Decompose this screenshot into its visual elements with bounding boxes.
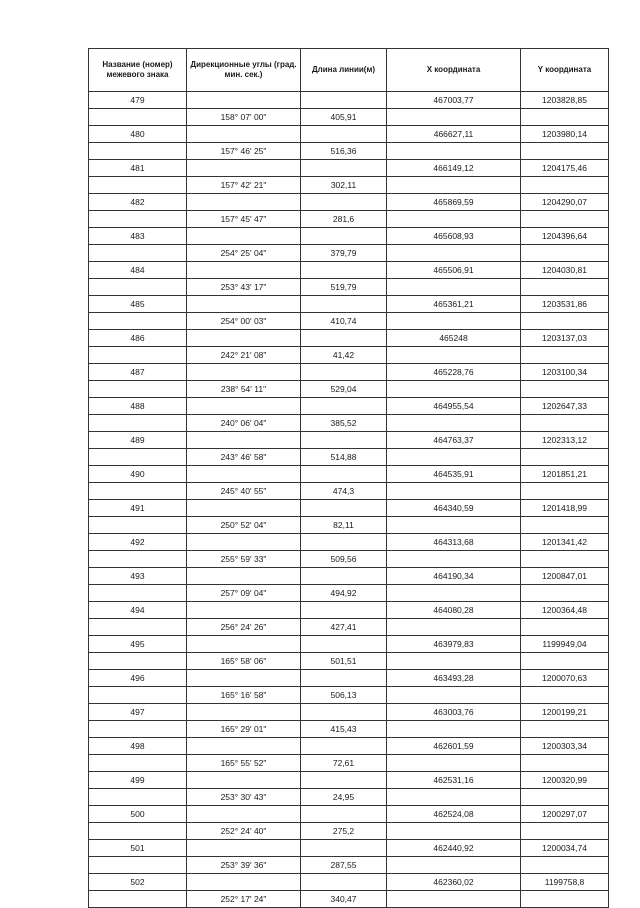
y-coordinate: 1199758,8 xyxy=(521,874,609,891)
empty-cell xyxy=(301,670,387,687)
segment-row xyxy=(89,857,609,874)
empty-cell xyxy=(387,381,521,398)
empty-cell xyxy=(301,330,387,347)
direction-angle: 254° 00' 03" xyxy=(187,313,301,330)
line-length: 410,74 xyxy=(301,313,387,330)
empty-cell xyxy=(89,313,187,330)
line-length: 529,04 xyxy=(301,381,387,398)
direction-angle: 253° 30' 43" xyxy=(187,789,301,806)
x-coordinate: 464763,37 xyxy=(387,432,521,449)
empty-cell xyxy=(187,126,301,143)
segment-row xyxy=(89,347,609,364)
empty-cell xyxy=(387,245,521,262)
segment-row xyxy=(89,109,609,126)
point-name: 492 xyxy=(89,534,187,551)
empty-cell xyxy=(89,347,187,364)
y-coordinate: 1201418,99 xyxy=(521,500,609,517)
empty-cell xyxy=(301,296,387,313)
empty-cell xyxy=(301,500,387,517)
x-coordinate: 462524,08 xyxy=(387,806,521,823)
empty-cell xyxy=(89,721,187,738)
point-row xyxy=(89,568,609,585)
line-length: 501,51 xyxy=(301,653,387,670)
empty-cell xyxy=(187,466,301,483)
empty-cell xyxy=(387,687,521,704)
empty-cell xyxy=(89,619,187,636)
point-row xyxy=(89,704,609,721)
x-coordinate: 464535,91 xyxy=(387,466,521,483)
point-name: 480 xyxy=(89,126,187,143)
line-length: 516,36 xyxy=(301,143,387,160)
direction-angle: 157° 45' 47" xyxy=(187,211,301,228)
segment-row xyxy=(89,755,609,772)
line-length: 514,88 xyxy=(301,449,387,466)
empty-cell xyxy=(301,704,387,721)
point-name: 496 xyxy=(89,670,187,687)
point-name: 499 xyxy=(89,772,187,789)
y-coordinate: 1202647,33 xyxy=(521,398,609,415)
y-coordinate: 1203100,34 xyxy=(521,364,609,381)
empty-cell xyxy=(521,687,609,704)
empty-cell xyxy=(187,296,301,313)
empty-cell xyxy=(187,534,301,551)
point-row xyxy=(89,330,609,347)
empty-cell xyxy=(187,160,301,177)
table-body xyxy=(89,92,609,908)
point-row xyxy=(89,636,609,653)
empty-cell xyxy=(521,755,609,772)
point-name: 485 xyxy=(89,296,187,313)
empty-cell xyxy=(187,772,301,789)
empty-cell xyxy=(301,840,387,857)
y-coordinate: 1200070,63 xyxy=(521,670,609,687)
x-coordinate: 467003,77 xyxy=(387,92,521,109)
empty-cell xyxy=(301,636,387,653)
empty-cell xyxy=(89,245,187,262)
y-coordinate: 1200303,34 xyxy=(521,738,609,755)
y-coordinate: 1201851,21 xyxy=(521,466,609,483)
x-coordinate: 463003,76 xyxy=(387,704,521,721)
segment-row xyxy=(89,449,609,466)
empty-cell xyxy=(89,755,187,772)
direction-angle: 242° 21' 08" xyxy=(187,347,301,364)
empty-cell xyxy=(301,364,387,381)
direction-angle: 157° 42' 21" xyxy=(187,177,301,194)
x-coordinate: 464190,34 xyxy=(387,568,521,585)
empty-cell xyxy=(521,347,609,364)
line-length: 41,42 xyxy=(301,347,387,364)
empty-cell xyxy=(521,415,609,432)
boundary-coordinates-table xyxy=(88,48,609,908)
y-coordinate: 1204396,64 xyxy=(521,228,609,245)
segment-row xyxy=(89,789,609,806)
point-name: 488 xyxy=(89,398,187,415)
empty-cell xyxy=(187,262,301,279)
empty-cell xyxy=(89,211,187,228)
empty-cell xyxy=(521,177,609,194)
y-coordinate: 1204175,46 xyxy=(521,160,609,177)
empty-cell xyxy=(187,636,301,653)
empty-cell xyxy=(301,262,387,279)
point-name: 501 xyxy=(89,840,187,857)
empty-cell xyxy=(301,534,387,551)
empty-cell xyxy=(301,874,387,891)
point-name: 498 xyxy=(89,738,187,755)
empty-cell xyxy=(387,483,521,500)
direction-angle: 256° 24' 26" xyxy=(187,619,301,636)
empty-cell xyxy=(521,517,609,534)
empty-cell xyxy=(187,806,301,823)
line-length: 519,79 xyxy=(301,279,387,296)
empty-cell xyxy=(521,619,609,636)
empty-cell xyxy=(387,109,521,126)
empty-cell xyxy=(89,653,187,670)
segment-row xyxy=(89,653,609,670)
direction-angle: 238° 54' 11" xyxy=(187,381,301,398)
empty-cell xyxy=(301,602,387,619)
point-row xyxy=(89,670,609,687)
direction-angle: 250° 52' 04" xyxy=(187,517,301,534)
point-name: 482 xyxy=(89,194,187,211)
y-coordinate: 1203137,03 xyxy=(521,330,609,347)
header-direction-angle: Дирекционные углы (град. мин. сек.) xyxy=(187,49,301,92)
empty-cell xyxy=(387,585,521,602)
x-coordinate: 465869,59 xyxy=(387,194,521,211)
segment-row xyxy=(89,211,609,228)
empty-cell xyxy=(387,517,521,534)
empty-cell xyxy=(521,313,609,330)
empty-cell xyxy=(89,483,187,500)
empty-cell xyxy=(387,177,521,194)
point-name: 493 xyxy=(89,568,187,585)
empty-cell xyxy=(387,551,521,568)
point-row xyxy=(89,228,609,245)
point-name: 489 xyxy=(89,432,187,449)
point-row xyxy=(89,296,609,313)
empty-cell xyxy=(89,857,187,874)
empty-cell xyxy=(187,670,301,687)
empty-cell xyxy=(187,500,301,517)
point-row xyxy=(89,500,609,517)
segment-row xyxy=(89,313,609,330)
point-name: 484 xyxy=(89,262,187,279)
segment-row xyxy=(89,585,609,602)
x-coordinate: 464340,59 xyxy=(387,500,521,517)
point-row xyxy=(89,806,609,823)
point-row xyxy=(89,92,609,109)
direction-angle: 253° 43' 17" xyxy=(187,279,301,296)
point-name: 481 xyxy=(89,160,187,177)
direction-angle: 165° 29' 01" xyxy=(187,721,301,738)
y-coordinate: 1200034,74 xyxy=(521,840,609,857)
segment-row xyxy=(89,143,609,160)
empty-cell xyxy=(89,823,187,840)
direction-angle: 165° 58' 06" xyxy=(187,653,301,670)
empty-cell xyxy=(521,721,609,738)
empty-cell xyxy=(387,721,521,738)
line-length: 474,3 xyxy=(301,483,387,500)
empty-cell xyxy=(89,585,187,602)
header-x-coordinate: Х координата xyxy=(387,49,521,92)
empty-cell xyxy=(301,466,387,483)
empty-cell xyxy=(301,398,387,415)
empty-cell xyxy=(89,109,187,126)
empty-cell xyxy=(521,823,609,840)
empty-cell xyxy=(521,109,609,126)
empty-cell xyxy=(187,704,301,721)
line-length: 509,56 xyxy=(301,551,387,568)
point-name: 502 xyxy=(89,874,187,891)
empty-cell xyxy=(301,568,387,585)
x-coordinate: 466627,11 xyxy=(387,126,521,143)
empty-cell xyxy=(301,194,387,211)
point-name: 487 xyxy=(89,364,187,381)
y-coordinate: 1200364,48 xyxy=(521,602,609,619)
header-line-length: Длина линии(м) xyxy=(301,49,387,92)
x-coordinate: 464080,28 xyxy=(387,602,521,619)
line-length: 405,91 xyxy=(301,109,387,126)
empty-cell xyxy=(521,381,609,398)
point-row xyxy=(89,432,609,449)
segment-row xyxy=(89,619,609,636)
direction-angle: 245° 40' 55" xyxy=(187,483,301,500)
line-length: 275,2 xyxy=(301,823,387,840)
empty-cell xyxy=(187,398,301,415)
empty-cell xyxy=(187,92,301,109)
point-name: 490 xyxy=(89,466,187,483)
empty-cell xyxy=(89,449,187,466)
line-length: 494,92 xyxy=(301,585,387,602)
line-length: 302,11 xyxy=(301,177,387,194)
y-coordinate: 1203980,14 xyxy=(521,126,609,143)
direction-angle: 243° 46' 58" xyxy=(187,449,301,466)
empty-cell xyxy=(89,143,187,160)
table-header-row xyxy=(89,49,609,92)
segment-row xyxy=(89,551,609,568)
x-coordinate: 465248 xyxy=(387,330,521,347)
empty-cell xyxy=(387,143,521,160)
empty-cell xyxy=(387,347,521,364)
empty-cell xyxy=(187,330,301,347)
empty-cell xyxy=(187,568,301,585)
direction-angle: 158° 07' 00" xyxy=(187,109,301,126)
empty-cell xyxy=(387,415,521,432)
point-row xyxy=(89,534,609,551)
segment-row xyxy=(89,381,609,398)
empty-cell xyxy=(521,789,609,806)
direction-angle: 253° 39' 36" xyxy=(187,857,301,874)
empty-cell xyxy=(187,432,301,449)
point-row xyxy=(89,840,609,857)
point-name: 491 xyxy=(89,500,187,517)
empty-cell xyxy=(89,551,187,568)
direction-angle: 257° 09' 04" xyxy=(187,585,301,602)
empty-cell xyxy=(387,653,521,670)
segment-row xyxy=(89,177,609,194)
direction-angle: 165° 16' 58" xyxy=(187,687,301,704)
point-row xyxy=(89,738,609,755)
line-length: 379,79 xyxy=(301,245,387,262)
empty-cell xyxy=(521,551,609,568)
empty-cell xyxy=(187,602,301,619)
point-name: 486 xyxy=(89,330,187,347)
y-coordinate: 1201341,42 xyxy=(521,534,609,551)
direction-angle: 252° 24' 40" xyxy=(187,823,301,840)
point-row xyxy=(89,874,609,891)
direction-angle: 165° 55' 52" xyxy=(187,755,301,772)
point-name: 483 xyxy=(89,228,187,245)
y-coordinate: 1204290,07 xyxy=(521,194,609,211)
empty-cell xyxy=(521,653,609,670)
point-row xyxy=(89,160,609,177)
empty-cell xyxy=(387,211,521,228)
y-coordinate: 1203828,85 xyxy=(521,92,609,109)
x-coordinate: 465608,93 xyxy=(387,228,521,245)
empty-cell xyxy=(301,806,387,823)
x-coordinate: 464313,68 xyxy=(387,534,521,551)
empty-cell xyxy=(387,755,521,772)
segment-row xyxy=(89,517,609,534)
x-coordinate: 462531,16 xyxy=(387,772,521,789)
line-length: 340,47 xyxy=(301,891,387,908)
empty-cell xyxy=(301,738,387,755)
empty-cell xyxy=(301,228,387,245)
segment-row xyxy=(89,721,609,738)
empty-cell xyxy=(301,160,387,177)
empty-cell xyxy=(521,483,609,500)
empty-cell xyxy=(387,789,521,806)
empty-cell xyxy=(387,857,521,874)
x-coordinate: 462601,59 xyxy=(387,738,521,755)
empty-cell xyxy=(521,245,609,262)
line-length: 427,41 xyxy=(301,619,387,636)
line-length: 385,52 xyxy=(301,415,387,432)
point-row xyxy=(89,364,609,381)
direction-angle: 254° 25' 04" xyxy=(187,245,301,262)
segment-row xyxy=(89,279,609,296)
empty-cell xyxy=(187,194,301,211)
empty-cell xyxy=(187,840,301,857)
line-length: 72,61 xyxy=(301,755,387,772)
direction-angle: 252° 17' 24" xyxy=(187,891,301,908)
empty-cell xyxy=(521,585,609,602)
x-coordinate: 462440,92 xyxy=(387,840,521,857)
empty-cell xyxy=(187,874,301,891)
y-coordinate: 1200320,99 xyxy=(521,772,609,789)
x-coordinate: 466149,12 xyxy=(387,160,521,177)
segment-row xyxy=(89,483,609,500)
point-name: 494 xyxy=(89,602,187,619)
x-coordinate: 463979,83 xyxy=(387,636,521,653)
segment-row xyxy=(89,823,609,840)
line-length: 287,55 xyxy=(301,857,387,874)
empty-cell xyxy=(89,789,187,806)
line-length: 82,11 xyxy=(301,517,387,534)
y-coordinate: 1200847,01 xyxy=(521,568,609,585)
y-coordinate: 1204030,81 xyxy=(521,262,609,279)
empty-cell xyxy=(521,143,609,160)
header-point-name: Название (номер) межевого знака xyxy=(89,49,187,92)
y-coordinate: 1200199,21 xyxy=(521,704,609,721)
line-length: 24,95 xyxy=(301,789,387,806)
empty-cell xyxy=(89,381,187,398)
x-coordinate: 465506,91 xyxy=(387,262,521,279)
empty-cell xyxy=(301,772,387,789)
empty-cell xyxy=(521,279,609,296)
point-name: 495 xyxy=(89,636,187,653)
point-row xyxy=(89,262,609,279)
empty-cell xyxy=(89,687,187,704)
point-name: 497 xyxy=(89,704,187,721)
empty-cell xyxy=(187,364,301,381)
point-name: 479 xyxy=(89,92,187,109)
y-coordinate: 1203531,86 xyxy=(521,296,609,313)
line-length: 415,43 xyxy=(301,721,387,738)
empty-cell xyxy=(387,449,521,466)
empty-cell xyxy=(521,857,609,874)
point-row xyxy=(89,466,609,483)
point-row xyxy=(89,126,609,143)
segment-row xyxy=(89,687,609,704)
line-length: 506,13 xyxy=(301,687,387,704)
direction-angle: 157° 46' 25" xyxy=(187,143,301,160)
empty-cell xyxy=(89,415,187,432)
empty-cell xyxy=(187,738,301,755)
x-coordinate: 465361,21 xyxy=(387,296,521,313)
empty-cell xyxy=(387,313,521,330)
point-row xyxy=(89,398,609,415)
empty-cell xyxy=(521,211,609,228)
x-coordinate: 463493,28 xyxy=(387,670,521,687)
point-row xyxy=(89,194,609,211)
segment-row xyxy=(89,415,609,432)
y-coordinate: 1202313,12 xyxy=(521,432,609,449)
x-coordinate: 465228,76 xyxy=(387,364,521,381)
y-coordinate: 1199949,04 xyxy=(521,636,609,653)
point-row xyxy=(89,602,609,619)
point-row xyxy=(89,772,609,789)
empty-cell xyxy=(301,126,387,143)
empty-cell xyxy=(301,92,387,109)
y-coordinate: 1200297,07 xyxy=(521,806,609,823)
header-y-coordinate: Y координата xyxy=(521,49,609,92)
x-coordinate: 464955,54 xyxy=(387,398,521,415)
empty-cell xyxy=(387,823,521,840)
point-name: 500 xyxy=(89,806,187,823)
empty-cell xyxy=(89,177,187,194)
empty-cell xyxy=(187,228,301,245)
direction-angle: 240° 06' 04" xyxy=(187,415,301,432)
empty-cell xyxy=(387,619,521,636)
empty-cell xyxy=(89,279,187,296)
empty-cell xyxy=(301,432,387,449)
empty-cell xyxy=(89,517,187,534)
direction-angle: 255° 59' 33" xyxy=(187,551,301,568)
segment-row xyxy=(89,245,609,262)
x-coordinate: 462360,02 xyxy=(387,874,521,891)
line-length: 281,6 xyxy=(301,211,387,228)
empty-cell xyxy=(387,279,521,296)
empty-cell xyxy=(521,449,609,466)
